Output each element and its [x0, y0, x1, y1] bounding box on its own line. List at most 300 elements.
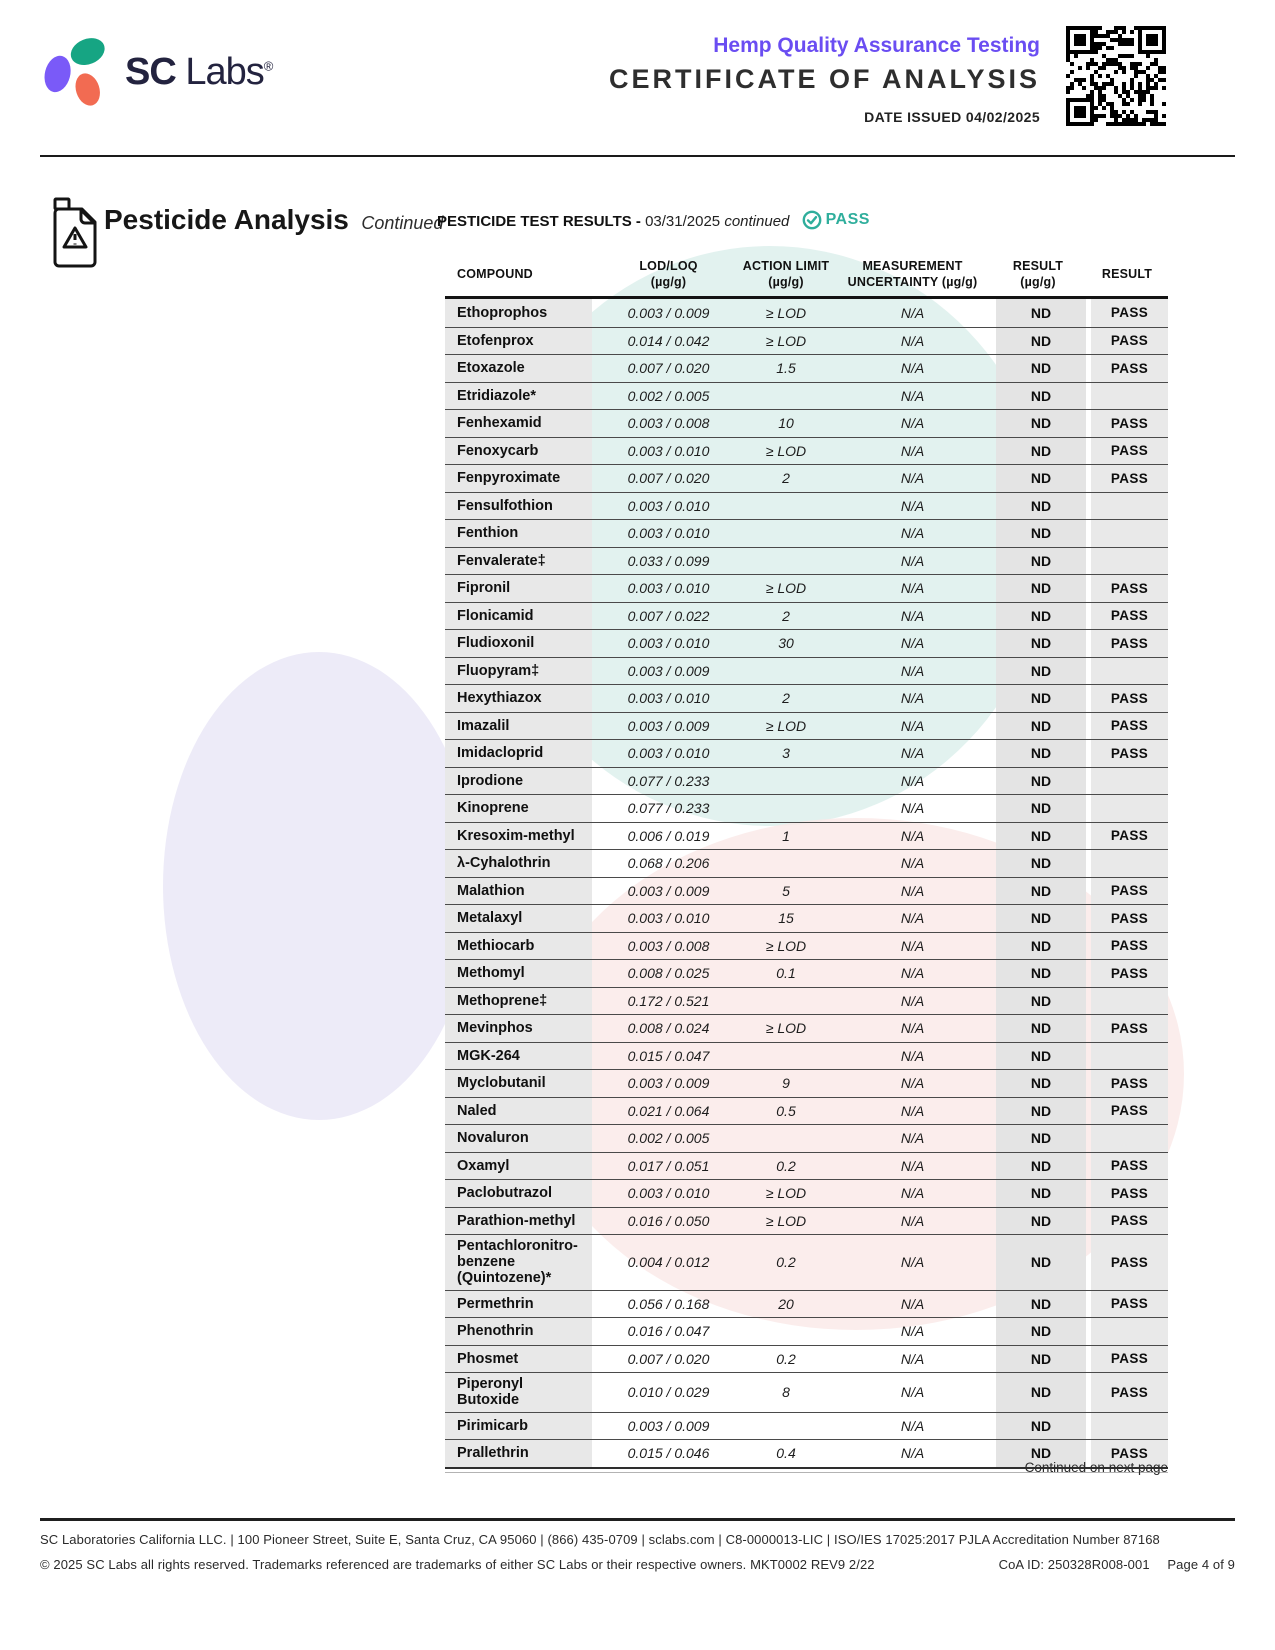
measurement-uncertainty-value: N/A	[900, 1384, 925, 1401]
table-row	[445, 1317, 1168, 1345]
row-pass-status: PASS	[1086, 299, 1168, 327]
action-limit-value: ≥ LOD	[765, 332, 807, 349]
pass-check-icon	[802, 210, 822, 230]
row-pass-status: PASS	[1086, 1346, 1168, 1373]
compound-name: Imidacloprid	[445, 740, 600, 767]
result-value: ND	[990, 905, 1086, 932]
row-pass-status	[1086, 1043, 1168, 1070]
compound-name: Pirimicarb	[445, 1413, 600, 1440]
lod-loq-value: 0.056 / 0.168	[627, 1295, 710, 1312]
compound-name: Ethoprophos	[445, 299, 600, 327]
table-row	[445, 1014, 1168, 1042]
compound-name: Fenvalerate‡	[445, 548, 600, 575]
action-limit-value	[737, 520, 835, 547]
lod-loq-value: 0.003 / 0.008	[627, 415, 710, 432]
action-limit-value: 10	[778, 415, 794, 432]
table-row	[445, 602, 1168, 630]
compound-name: Fenpyroximate	[445, 465, 600, 492]
compound-name: Fenoxycarb	[445, 438, 600, 465]
compound-name: Pentachloronitro-benzene (Quintozene)*	[445, 1235, 600, 1290]
lod-loq-value: 0.010 / 0.029	[627, 1384, 710, 1401]
action-limit-value: 0.2	[776, 1350, 796, 1367]
lod-loq-value: 0.003 / 0.009	[627, 717, 710, 734]
row-pass-status: PASS	[1086, 740, 1168, 767]
row-pass-status: PASS	[1086, 1235, 1168, 1290]
row-pass-status	[1086, 658, 1168, 685]
action-limit-value: ≥ LOD	[765, 717, 807, 734]
table-row	[445, 354, 1168, 382]
table-row	[445, 1345, 1168, 1373]
measurement-uncertainty-value: N/A	[900, 855, 925, 872]
row-pass-status	[1086, 520, 1168, 547]
lod-loq-value: 0.016 / 0.050	[627, 1212, 710, 1229]
measurement-uncertainty-value: N/A	[900, 1020, 925, 1037]
registered-mark: ®	[263, 57, 273, 73]
row-pass-status: PASS	[1086, 713, 1168, 740]
lod-loq-value: 0.003 / 0.010	[627, 690, 710, 707]
row-pass-status: PASS	[1086, 933, 1168, 960]
action-limit-value	[737, 1125, 835, 1152]
action-limit-value	[737, 658, 835, 685]
lod-loq-value: 0.003 / 0.010	[627, 525, 710, 542]
measurement-uncertainty-value: N/A	[900, 882, 925, 899]
lod-loq-value: 0.021 / 0.064	[627, 1102, 710, 1119]
row-pass-status	[1086, 1318, 1168, 1345]
row-pass-status: PASS	[1086, 1440, 1168, 1467]
action-limit-value: 0.2	[776, 1254, 796, 1271]
lod-loq-value: 0.077 / 0.233	[627, 772, 710, 789]
measurement-uncertainty-value: N/A	[900, 387, 925, 404]
lod-loq-value: 0.015 / 0.046	[627, 1445, 710, 1462]
table-row	[445, 409, 1168, 437]
measurement-uncertainty-value: N/A	[900, 992, 925, 1009]
row-pass-status: PASS	[1086, 685, 1168, 712]
action-limit-value	[737, 1413, 835, 1440]
compound-name: Fludioxonil	[445, 630, 600, 657]
pesticide-jug-icon	[48, 196, 102, 277]
lod-loq-value: 0.007 / 0.022	[627, 607, 710, 624]
row-pass-status: PASS	[1086, 1291, 1168, 1318]
action-limit-value: 9	[782, 1075, 790, 1092]
result-value: ND	[990, 1346, 1086, 1373]
result-value: ND	[990, 299, 1086, 327]
measurement-uncertainty-value: N/A	[900, 580, 925, 597]
result-value: ND	[990, 410, 1086, 437]
compound-name: MGK-264	[445, 1043, 600, 1070]
measurement-uncertainty-value: N/A	[900, 415, 925, 432]
column-header: MEASUREMENT UNCERTAINTY (µg/g)	[847, 258, 978, 289]
action-limit-value: 0.4	[776, 1445, 796, 1462]
decorative-lavender-blob	[163, 652, 475, 1120]
measurement-uncertainty-value: N/A	[900, 1350, 925, 1367]
table-row	[445, 767, 1168, 795]
result-value: ND	[990, 1043, 1086, 1070]
measurement-uncertainty-value: N/A	[900, 1417, 925, 1434]
row-pass-status	[1086, 1413, 1168, 1440]
result-value: ND	[990, 438, 1086, 465]
measurement-uncertainty-value: N/A	[900, 800, 925, 817]
result-value: ND	[990, 465, 1086, 492]
result-value: ND	[990, 740, 1086, 767]
table-row	[445, 437, 1168, 465]
measurement-uncertainty-value: N/A	[900, 1102, 925, 1119]
result-value: ND	[990, 1373, 1086, 1411]
result-value: ND	[990, 1413, 1086, 1440]
table-row	[445, 657, 1168, 685]
table-row	[445, 684, 1168, 712]
row-pass-status: PASS	[1086, 1098, 1168, 1125]
row-pass-status: PASS	[1086, 410, 1168, 437]
row-pass-status	[1086, 383, 1168, 410]
result-value: ND	[990, 1070, 1086, 1097]
result-value: ND	[990, 1440, 1086, 1467]
table-row	[445, 794, 1168, 822]
footer-coa-info	[985, 1557, 1235, 1572]
compound-name: Mevinphos	[445, 1015, 600, 1042]
compound-name: Etoxazole	[445, 355, 600, 382]
lod-loq-value: 0.004 / 0.012	[627, 1254, 710, 1271]
measurement-uncertainty-value: N/A	[900, 497, 925, 514]
table-row	[445, 1069, 1168, 1097]
lod-loq-value: 0.008 / 0.024	[627, 1020, 710, 1037]
lod-loq-value: 0.002 / 0.005	[627, 1130, 710, 1147]
measurement-uncertainty-value: N/A	[900, 525, 925, 542]
section-continued-label: Continued	[361, 213, 444, 233]
coa-id: CoA ID: 250328R008-001	[998, 1557, 1150, 1572]
measurement-uncertainty-value: N/A	[900, 360, 925, 377]
table-row	[445, 1207, 1168, 1235]
action-limit-value: 30	[778, 635, 794, 652]
compound-name: Flonicamid	[445, 603, 600, 630]
result-value: ND	[990, 493, 1086, 520]
table-row	[445, 1124, 1168, 1152]
row-pass-status	[1086, 795, 1168, 822]
row-pass-status	[1086, 493, 1168, 520]
compound-name: Parathion-methyl	[445, 1208, 600, 1235]
action-limit-value: ≥ LOD	[765, 304, 807, 321]
row-pass-status: PASS	[1086, 355, 1168, 382]
lod-loq-value: 0.014 / 0.042	[627, 332, 710, 349]
pass-badge	[802, 210, 870, 230]
document-subtitle: Hemp Quality Assurance Testing	[713, 34, 1040, 57]
table-row	[445, 1412, 1168, 1440]
row-pass-status: PASS	[1086, 1015, 1168, 1042]
row-pass-status: PASS	[1086, 878, 1168, 905]
action-limit-value	[737, 493, 835, 520]
action-limit-value	[737, 548, 835, 575]
compound-name: Etridiazole*	[445, 383, 600, 410]
result-value: ND	[990, 1180, 1086, 1207]
footer-copyright: © 2025 SC Labs all rights reserved. Trademarks referenced are trademarks of either SC Labs or their respective owners. MKT0002 REV9 2/22	[40, 1557, 875, 1572]
action-limit-value: 1	[782, 827, 790, 844]
result-value: ND	[990, 658, 1086, 685]
document-title: CERTIFICATE OF ANALYSIS	[608, 64, 1040, 94]
result-value: ND	[990, 328, 1086, 355]
row-pass-status: PASS	[1086, 823, 1168, 850]
action-limit-value: 2	[782, 690, 790, 707]
table-row	[445, 464, 1168, 492]
result-value: ND	[990, 933, 1086, 960]
action-limit-value: 8	[782, 1384, 790, 1401]
result-value: ND	[990, 1291, 1086, 1318]
measurement-uncertainty-value: N/A	[900, 1295, 925, 1312]
result-value: ND	[990, 603, 1086, 630]
result-value: ND	[990, 1318, 1086, 1345]
lod-loq-value: 0.003 / 0.010	[627, 580, 710, 597]
date-issued: DATE ISSUED 04/02/2025	[864, 109, 1040, 125]
action-limit-value: ≥ LOD	[765, 1185, 807, 1202]
compound-name: Phosmet	[445, 1346, 600, 1373]
measurement-uncertainty-value: N/A	[900, 1130, 925, 1147]
lod-loq-value: 0.003 / 0.010	[627, 745, 710, 762]
table-row	[445, 1042, 1168, 1070]
continued-note: Continued on next page	[1024, 1460, 1168, 1475]
compound-name: Kresoxim-methyl	[445, 823, 600, 850]
row-pass-status: PASS	[1086, 575, 1168, 602]
table-row	[445, 629, 1168, 657]
lod-loq-value: 0.003 / 0.009	[627, 1417, 710, 1434]
table-row	[445, 1372, 1168, 1411]
lod-loq-value: 0.003 / 0.010	[627, 635, 710, 652]
results-continued: continued	[724, 213, 790, 230]
lod-loq-value: 0.003 / 0.010	[627, 910, 710, 927]
lod-loq-value: 0.003 / 0.010	[627, 497, 710, 514]
sc-labs-logo	[43, 36, 272, 108]
compound-name: Malathion	[445, 878, 600, 905]
measurement-uncertainty-value: N/A	[900, 1445, 925, 1462]
result-value: ND	[990, 548, 1086, 575]
table-row	[445, 987, 1168, 1015]
row-pass-status: PASS	[1086, 438, 1168, 465]
compound-name: Metalaxyl	[445, 905, 600, 932]
measurement-uncertainty-value: N/A	[900, 1185, 925, 1202]
table-row	[445, 877, 1168, 905]
lod-loq-value: 0.002 / 0.005	[627, 387, 710, 404]
table-row	[445, 1152, 1168, 1180]
result-value: ND	[990, 1125, 1086, 1152]
lod-loq-value: 0.003 / 0.009	[627, 882, 710, 899]
action-limit-value: ≥ LOD	[765, 937, 807, 954]
measurement-uncertainty-value: N/A	[900, 1075, 925, 1092]
action-limit-value: ≥ LOD	[765, 442, 807, 459]
result-value: ND	[990, 1235, 1086, 1290]
action-limit-value	[737, 988, 835, 1015]
measurement-uncertainty-value: N/A	[900, 937, 925, 954]
results-date: 03/31/2025	[645, 213, 721, 230]
result-value: ND	[990, 768, 1086, 795]
qr-code	[1066, 26, 1166, 126]
table-header-row	[445, 252, 1168, 299]
row-pass-status: PASS	[1086, 1373, 1168, 1411]
compound-name: Paclobutrazol	[445, 1180, 600, 1207]
brand-name: SC Labs®	[125, 50, 273, 93]
table-row	[445, 739, 1168, 767]
lod-loq-value: 0.003 / 0.010	[627, 1185, 710, 1202]
lod-loq-value: 0.003 / 0.008	[627, 937, 710, 954]
row-pass-status: PASS	[1086, 630, 1168, 657]
lod-loq-value: 0.006 / 0.019	[627, 827, 710, 844]
lod-loq-value: 0.172 / 0.521	[627, 992, 710, 1009]
pesticide-results-table	[445, 252, 1168, 1473]
result-value: ND	[990, 1098, 1086, 1125]
table-row	[445, 712, 1168, 740]
action-limit-value	[737, 1318, 835, 1345]
action-limit-value	[737, 383, 835, 410]
measurement-uncertainty-value: N/A	[900, 690, 925, 707]
action-limit-value: 3	[782, 745, 790, 762]
row-pass-status	[1086, 768, 1168, 795]
measurement-uncertainty-value: N/A	[900, 965, 925, 982]
action-limit-value	[737, 768, 835, 795]
table-row	[445, 547, 1168, 575]
footer-legal-line	[40, 1557, 1235, 1572]
table-row	[445, 1179, 1168, 1207]
table-row	[445, 959, 1168, 987]
compound-name: Piperonyl Butoxide	[445, 1373, 600, 1411]
lod-loq-value: 0.008 / 0.025	[627, 965, 710, 982]
row-pass-status: PASS	[1086, 603, 1168, 630]
result-value: ND	[990, 713, 1086, 740]
measurement-uncertainty-value: N/A	[900, 662, 925, 679]
compound-name: Fipronil	[445, 575, 600, 602]
result-value: ND	[990, 823, 1086, 850]
compound-name: Hexythiazox	[445, 685, 600, 712]
result-value: ND	[990, 960, 1086, 987]
compound-name: Myclobutanil	[445, 1070, 600, 1097]
action-limit-value	[737, 795, 835, 822]
measurement-uncertainty-value: N/A	[900, 470, 925, 487]
section-heading	[104, 204, 443, 236]
measurement-uncertainty-value: N/A	[900, 1047, 925, 1064]
result-value: ND	[990, 575, 1086, 602]
document-header	[520, 34, 1040, 125]
footer-divider	[40, 1518, 1235, 1521]
measurement-uncertainty-value: N/A	[900, 332, 925, 349]
measurement-uncertainty-value: N/A	[900, 442, 925, 459]
compound-name: Oxamyl	[445, 1153, 600, 1180]
action-limit-value: ≥ LOD	[765, 1020, 807, 1037]
pesticide-table-body	[445, 299, 1168, 1469]
lod-loq-value: 0.003 / 0.009	[627, 1075, 710, 1092]
table-row	[445, 327, 1168, 355]
compound-name: Methiocarb	[445, 933, 600, 960]
table-row	[445, 492, 1168, 520]
action-limit-value: 20	[778, 1295, 794, 1312]
compound-name: Iprodione	[445, 768, 600, 795]
compound-name: Phenothrin	[445, 1318, 600, 1345]
compound-name: Permethrin	[445, 1291, 600, 1318]
compound-name: Fensulfothion	[445, 493, 600, 520]
action-limit-value: 2	[782, 470, 790, 487]
column-header: RESULT (µg/g)	[1012, 258, 1064, 289]
result-value: ND	[990, 1208, 1086, 1235]
action-limit-value: 0.1	[776, 965, 796, 982]
action-limit-value	[737, 850, 835, 877]
measurement-uncertainty-value: N/A	[900, 1254, 925, 1271]
header-divider	[40, 155, 1235, 157]
row-pass-status: PASS	[1086, 960, 1168, 987]
sc-labs-logo-icon	[43, 36, 113, 108]
action-limit-value: 0.5	[776, 1102, 796, 1119]
action-limit-value	[737, 1043, 835, 1070]
result-value: ND	[990, 850, 1086, 877]
action-limit-value: 5	[782, 882, 790, 899]
result-value: ND	[990, 878, 1086, 905]
lod-loq-value: 0.007 / 0.020	[627, 470, 710, 487]
table-row	[445, 822, 1168, 850]
compound-name: Prallethrin	[445, 1440, 600, 1467]
row-pass-status: PASS	[1086, 1180, 1168, 1207]
results-label: PESTICIDE TEST RESULTS -	[437, 213, 641, 230]
measurement-uncertainty-value: N/A	[900, 552, 925, 569]
action-limit-value: ≥ LOD	[765, 580, 807, 597]
lod-loq-value: 0.015 / 0.047	[627, 1047, 710, 1064]
measurement-uncertainty-value: N/A	[900, 827, 925, 844]
action-limit-value: 2	[782, 607, 790, 624]
lod-loq-value: 0.016 / 0.047	[627, 1323, 710, 1340]
row-pass-status: PASS	[1086, 1208, 1168, 1235]
action-limit-value: 15	[778, 910, 794, 927]
column-header: LOD/LOQ (µg/g)	[639, 258, 698, 289]
row-pass-status: PASS	[1086, 328, 1168, 355]
table-row	[445, 904, 1168, 932]
row-pass-status	[1086, 1125, 1168, 1152]
footer-lab-info: SC Laboratories California LLC. | 100 Pioneer Street, Suite E, Santa Cruz, CA 95060 | (866) 435-0709 | sclabs.com | C8-0000013-LIC | ISO/IES 17025:2017 PJLA Accreditation Number 87168	[40, 1532, 1160, 1547]
table-row	[445, 932, 1168, 960]
measurement-uncertainty-value: N/A	[900, 717, 925, 734]
lod-loq-value: 0.068 / 0.206	[627, 855, 710, 872]
result-value: ND	[990, 520, 1086, 547]
section-title: Pesticide Analysis	[104, 204, 349, 235]
compound-name: λ-Cyhalothrin	[445, 850, 600, 877]
result-value: ND	[990, 355, 1086, 382]
measurement-uncertainty-value: N/A	[900, 1157, 925, 1174]
table-row	[445, 574, 1168, 602]
result-value: ND	[990, 988, 1086, 1015]
lod-loq-value: 0.033 / 0.099	[627, 552, 710, 569]
row-pass-status: PASS	[1086, 1070, 1168, 1097]
overall-status: PASS	[825, 211, 870, 228]
compound-name: Methoprene‡	[445, 988, 600, 1015]
column-header: COMPOUND	[457, 266, 533, 281]
column-header: RESULT	[1101, 266, 1153, 281]
compound-name: Kinoprene	[445, 795, 600, 822]
lod-loq-value: 0.007 / 0.020	[627, 360, 710, 377]
row-pass-status	[1086, 548, 1168, 575]
compound-name: Naled	[445, 1098, 600, 1125]
table-row	[445, 849, 1168, 877]
compound-name: Etofenprox	[445, 328, 600, 355]
table-row	[445, 519, 1168, 547]
lod-loq-value: 0.077 / 0.233	[627, 800, 710, 817]
row-pass-status: PASS	[1086, 1153, 1168, 1180]
measurement-uncertainty-value: N/A	[900, 635, 925, 652]
column-header: ACTION LIMIT (µg/g)	[742, 258, 830, 289]
compound-name: Fenthion	[445, 520, 600, 547]
table-row	[445, 299, 1168, 327]
measurement-uncertainty-value: N/A	[900, 772, 925, 789]
compound-name: Methomyl	[445, 960, 600, 987]
measurement-uncertainty-value: N/A	[900, 745, 925, 762]
measurement-uncertainty-value: N/A	[900, 1323, 925, 1340]
result-value: ND	[990, 1015, 1086, 1042]
lod-loq-value: 0.003 / 0.009	[627, 304, 710, 321]
row-pass-status	[1086, 988, 1168, 1015]
result-value: ND	[990, 630, 1086, 657]
table-row	[445, 1097, 1168, 1125]
measurement-uncertainty-value: N/A	[900, 1212, 925, 1229]
action-limit-value: ≥ LOD	[765, 1212, 807, 1229]
